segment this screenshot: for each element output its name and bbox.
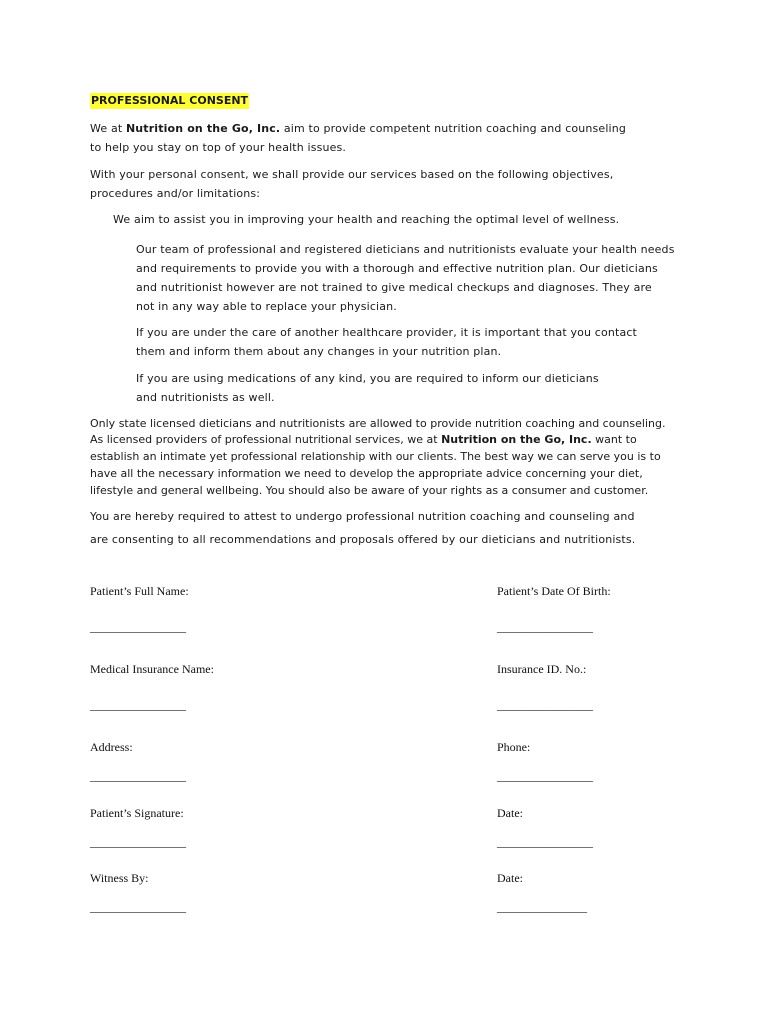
date-of-birth-label: Patient’s Date Of Birth: — [497, 584, 611, 598]
licensed-text: As licensed providers of professional nutritional services, we at — [90, 433, 442, 446]
phone-field[interactable]: ________________ — [497, 769, 593, 783]
witness-date-field[interactable]: _______________ — [497, 900, 587, 914]
attest-line-1: You are hereby required to attest to undergo professional nutrition coaching and counseling and — [90, 510, 635, 523]
document-title: PROFESSIONAL CONSENT — [91, 94, 249, 107]
witness-label: Witness By: — [90, 871, 149, 885]
team-line-3: and nutritionist however are not trained to give medical checkups and diagnoses. They are — [136, 281, 652, 294]
patient-name-field[interactable]: ________________ — [90, 620, 186, 634]
licensed-line-2 — [90, 433, 637, 446]
address-field[interactable]: ________________ — [90, 769, 186, 783]
meds-line-2: and nutritionists as well. — [136, 391, 275, 404]
meds-line-1: If you are using medications of any kind, you are required to inform our dieticians — [136, 372, 599, 385]
consent-line-2: procedures and/or limitations: — [90, 187, 261, 200]
licensed-line-1: Only state licensed dieticians and nutritionists are allowed to provide nutrition coaching and counseling. — [90, 417, 666, 430]
care-line-1: If you are under the care of another healthcare provider, it is important that you contact — [136, 326, 637, 339]
team-line-2: and requirements to provide you with a thorough and effective nutrition plan. Our dieticians — [136, 262, 658, 275]
licensed-line-5: lifestyle and general wellbeing. You should also be aware of your rights as a consumer and customer. — [90, 484, 649, 497]
insurance-id-label: Insurance ID. No.: — [497, 662, 587, 676]
patient-name-label: Patient’s Full Name: — [90, 584, 189, 598]
company-name: Nutrition on the Go, Inc. — [441, 433, 592, 446]
care-line-2: them and inform them about any changes in your nutrition plan. — [136, 345, 502, 358]
date-label: Date: — [497, 806, 523, 820]
team-line-1: Our team of professional and registered dieticians and nutritionists evaluate your health needs — [136, 243, 675, 256]
insurance-name-field[interactable]: ________________ — [90, 698, 186, 712]
insurance-name-label: Medical Insurance Name: — [90, 662, 214, 676]
insurance-id-field[interactable]: ________________ — [497, 698, 593, 712]
witness-date-label: Date: — [497, 871, 523, 885]
team-line-4: not in any way able to replace your physician. — [136, 300, 397, 313]
witness-field[interactable]: ________________ — [90, 900, 186, 914]
aim-statement: We aim to assist you in improving your health and reaching the optimal level of wellness. — [113, 213, 620, 226]
intro-line-1 — [90, 122, 626, 135]
licensed-line-3: establish an intimate yet professional relationship with our clients. The best way we can serve you is to — [90, 450, 661, 463]
licensed-line-4: have all the necessary information we need to develop the appropriate advice concerning your diet, — [90, 467, 643, 480]
intro-text: We at — [90, 122, 126, 135]
phone-label: Phone: — [497, 740, 531, 754]
attest-line-2: are consenting to all recommendations and proposals offered by our dieticians and nutritionists. — [90, 533, 636, 546]
intro-text: aim to provide competent nutrition coaching and counseling — [280, 122, 626, 135]
signature-label: Patient’s Signature: — [90, 806, 184, 820]
consent-line-1: With your personal consent, we shall provide our services based on the following objectives, — [90, 168, 614, 181]
date-of-birth-field[interactable]: ________________ — [497, 620, 593, 634]
company-name: Nutrition on the Go, Inc. — [125, 122, 281, 135]
signature-field[interactable]: ________________ — [90, 835, 186, 849]
date-field[interactable]: ________________ — [497, 835, 593, 849]
address-label: Address: — [90, 740, 133, 754]
intro-line-2: to help you stay on top of your health issues. — [90, 141, 347, 154]
licensed-text: want to — [591, 433, 637, 446]
